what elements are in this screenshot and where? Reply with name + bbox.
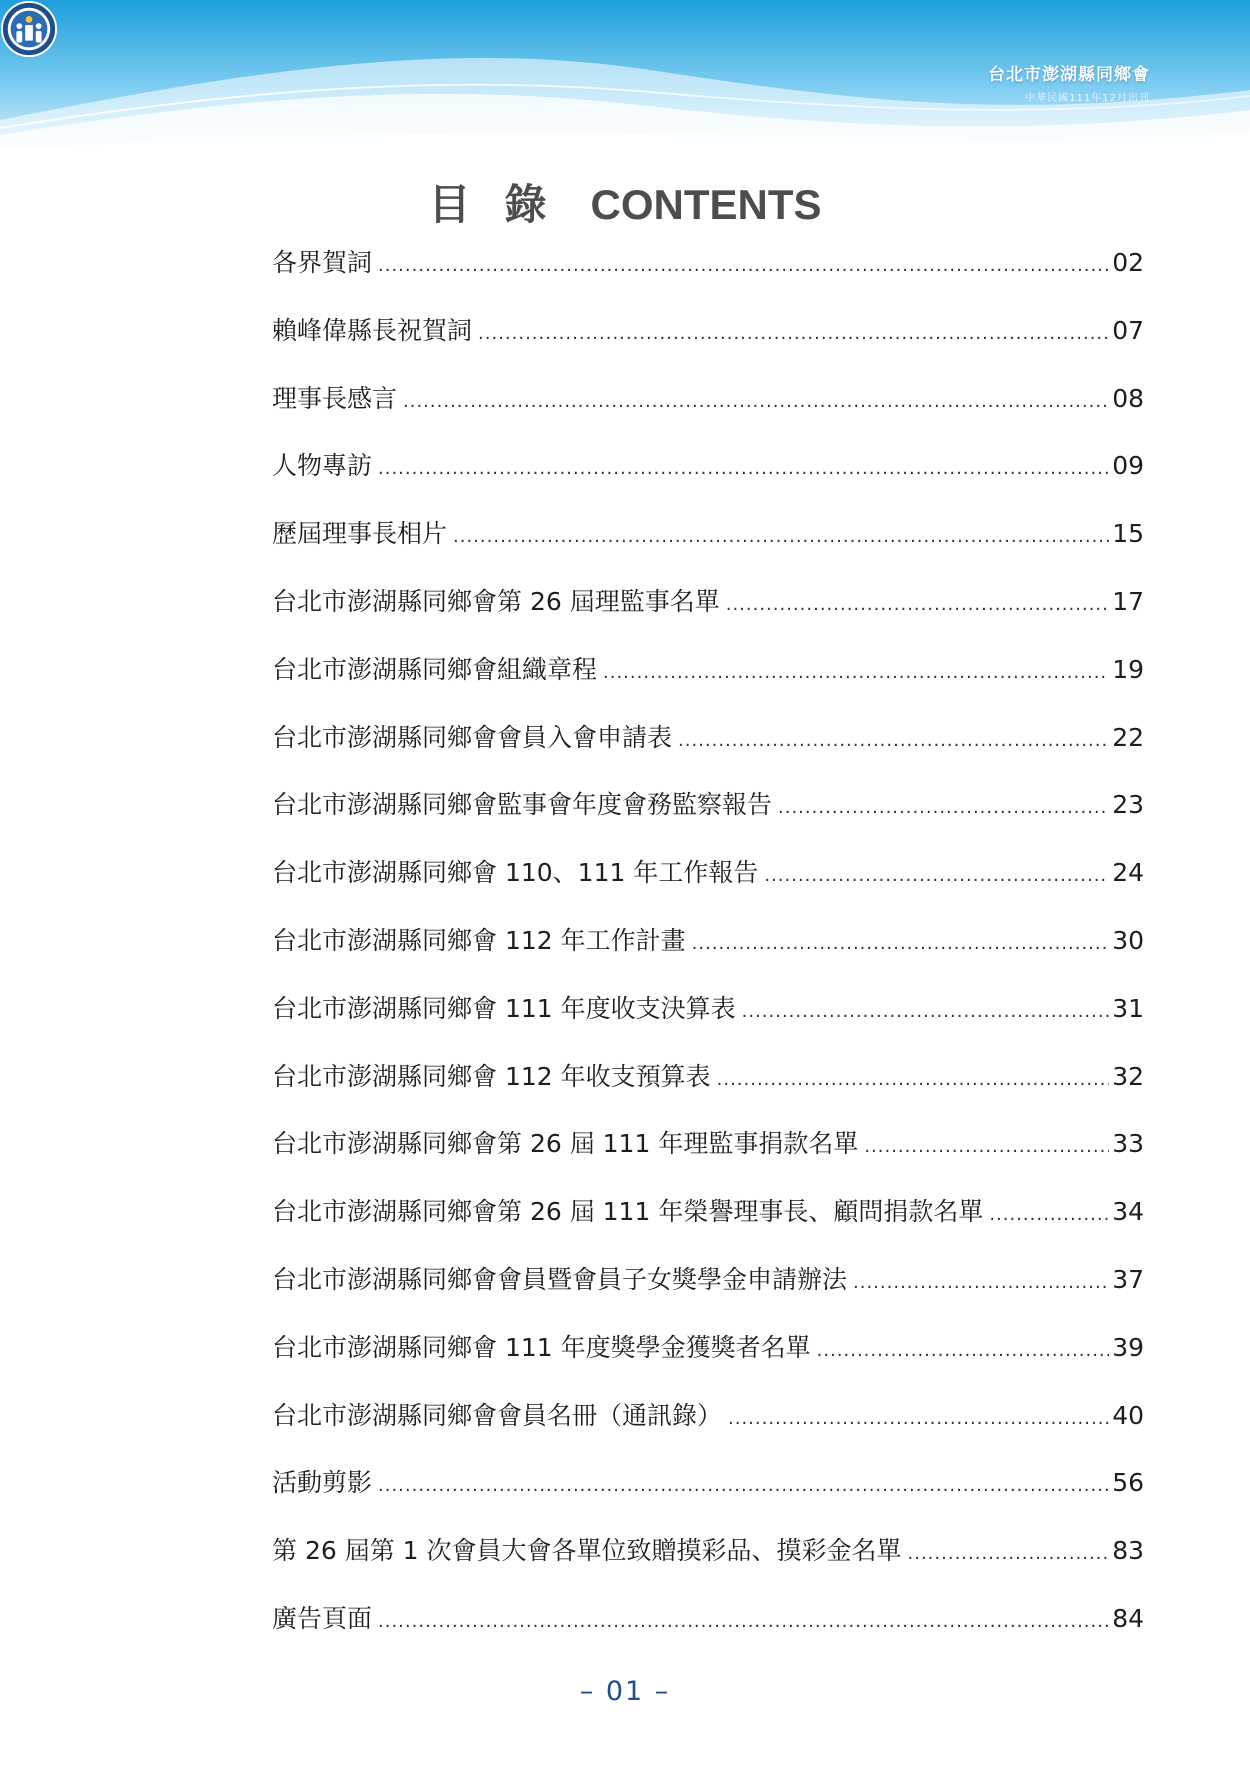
dot-leader (726, 590, 1109, 620)
dot-leader (378, 251, 1109, 281)
toc-entry-title: 台北市澎湖縣同鄉會 111 年度收支決算表 (272, 993, 736, 1023)
toc-entry[interactable] (272, 384, 1144, 452)
toc-entry-title: 台北市澎湖縣同鄉會 111 年度獎學金獲獎者名單 (272, 1332, 811, 1362)
toc-entry-title: 賴峰偉縣長祝賀詞 (272, 315, 473, 345)
toc-entry-page: 24 (1112, 858, 1144, 888)
association-emblem-icon (0, 0, 58, 58)
dot-leader (717, 1065, 1110, 1095)
title-chinese: 目錄 (428, 181, 581, 228)
dot-leader (864, 1132, 1109, 1162)
toc-entry-page: 84 (1112, 1603, 1144, 1633)
toc-entry-page: 39 (1112, 1332, 1144, 1362)
dot-leader (728, 1404, 1109, 1434)
toc-entry-title: 台北市澎湖縣同鄉會第 26 屆 111 年理監事捐款名單 (272, 1129, 859, 1159)
header-banner (0, 0, 1250, 160)
toc-entry-page: 31 (1112, 993, 1144, 1023)
toc-entry[interactable] (272, 1604, 1144, 1672)
toc-entry[interactable] (272, 248, 1144, 316)
toc-entry-page: 56 (1112, 1468, 1144, 1498)
toc-entry-title: 台北市澎湖縣同鄉會監事會年度會務監察報告 (272, 790, 773, 820)
dot-leader (403, 387, 1109, 417)
dot-leader (378, 1607, 1109, 1637)
toc-entry[interactable] (272, 1265, 1144, 1333)
toc-entry-title: 台北市澎湖縣同鄉會第 26 屆 111 年榮譽理事長、顧問捐款名單 (272, 1197, 984, 1227)
toc-entry[interactable] (272, 1197, 1144, 1265)
toc-entry-page: 34 (1112, 1197, 1144, 1227)
toc-entry[interactable] (272, 790, 1144, 858)
dot-leader (908, 1539, 1110, 1569)
dot-leader (678, 726, 1109, 756)
toc-entry-title: 台北市澎湖縣同鄉會 110、111 年工作報告 (272, 858, 759, 888)
toc-entry-page: 32 (1112, 1061, 1144, 1091)
toc-entry-title: 台北市澎湖縣同鄉會會員入會申請表 (272, 722, 673, 752)
toc-entry-page: 30 (1112, 925, 1144, 955)
toc-entry[interactable] (272, 519, 1144, 587)
toc-entry[interactable] (272, 1129, 1144, 1197)
toc-entry[interactable] (272, 451, 1144, 519)
toc-entry-page: 19 (1112, 654, 1144, 684)
toc-entry-title: 活動剪影 (272, 1468, 373, 1498)
toc-entry[interactable] (272, 1468, 1144, 1536)
toc-entry-title: 第 26 屆第 1 次會員大會各單位致贈摸彩品、摸彩金名單 (272, 1536, 902, 1566)
toc-entry-page: 17 (1112, 586, 1144, 616)
toc-entry-page: 02 (1112, 248, 1144, 277)
dot-leader (853, 1268, 1109, 1298)
toc-entry-title: 台北市澎湖縣同鄉會會員名冊（通訊錄） (272, 1400, 723, 1430)
dot-leader (378, 1471, 1109, 1501)
toc-entry-page: 09 (1112, 451, 1144, 481)
toc-entry[interactable] (272, 1333, 1144, 1401)
toc-entry-page: 07 (1112, 315, 1144, 345)
toc-entry-title: 人物專訪 (272, 451, 373, 481)
dot-leader (692, 929, 1110, 959)
organization-name: 台北市澎湖縣同鄉會 (988, 65, 1150, 85)
toc-entry[interactable] (272, 723, 1144, 791)
toc-entry-page: 22 (1112, 722, 1144, 752)
toc-entry-title: 台北市澎湖縣同鄉會會員暨會員子女獎學金申請辦法 (272, 1264, 848, 1294)
toc-entry-title: 各界賀詞 (272, 248, 373, 277)
toc-entry[interactable] (272, 316, 1144, 384)
organization-block (988, 60, 1150, 104)
toc-entry-title: 理事長感言 (272, 383, 398, 413)
toc-entry-title: 台北市澎湖縣同鄉會組織章程 (272, 654, 598, 684)
dot-leader (453, 522, 1109, 552)
toc-entry-page: 15 (1112, 519, 1144, 549)
dot-leader (764, 861, 1109, 891)
dot-leader (817, 1336, 1110, 1366)
page-title (0, 172, 1250, 232)
toc-entry[interactable] (272, 926, 1144, 994)
dot-leader (742, 997, 1110, 1027)
toc-entry-page: 08 (1112, 383, 1144, 413)
dot-leader (603, 658, 1109, 688)
dot-leader (478, 319, 1109, 349)
toc-entry[interactable] (272, 994, 1144, 1062)
page-number: – 01 – (579, 1676, 671, 1707)
dot-leader (778, 793, 1109, 823)
toc-entry-page: 33 (1112, 1129, 1144, 1159)
issue-date: 中華民國111年12月出刊 (1025, 93, 1150, 104)
toc-entry-page: 83 (1112, 1536, 1144, 1566)
toc-entry[interactable] (272, 587, 1144, 655)
toc-entry[interactable] (272, 1062, 1144, 1130)
toc-entry-page: 40 (1112, 1400, 1144, 1430)
dot-leader (989, 1200, 1109, 1230)
table-of-contents (272, 248, 1144, 1672)
toc-entry-title: 廣告頁面 (272, 1603, 373, 1633)
toc-entry-title: 歷屆理事長相片 (272, 519, 448, 549)
toc-entry-title: 台北市澎湖縣同鄉會 112 年收支預算表 (272, 1061, 711, 1091)
toc-entry-title: 台北市澎湖縣同鄉會 112 年工作計畫 (272, 925, 686, 955)
toc-entry-page: 23 (1112, 790, 1144, 820)
toc-entry-page: 37 (1112, 1264, 1144, 1294)
toc-entry[interactable] (272, 1536, 1144, 1604)
toc-entry[interactable] (272, 1401, 1144, 1469)
toc-entry[interactable] (272, 858, 1144, 926)
title-english: CONTENTS (590, 181, 822, 228)
toc-entry-title: 台北市澎湖縣同鄉會第 26 屆理監事名單 (272, 586, 720, 616)
toc-entry[interactable] (272, 655, 1144, 723)
dot-leader (378, 454, 1109, 484)
